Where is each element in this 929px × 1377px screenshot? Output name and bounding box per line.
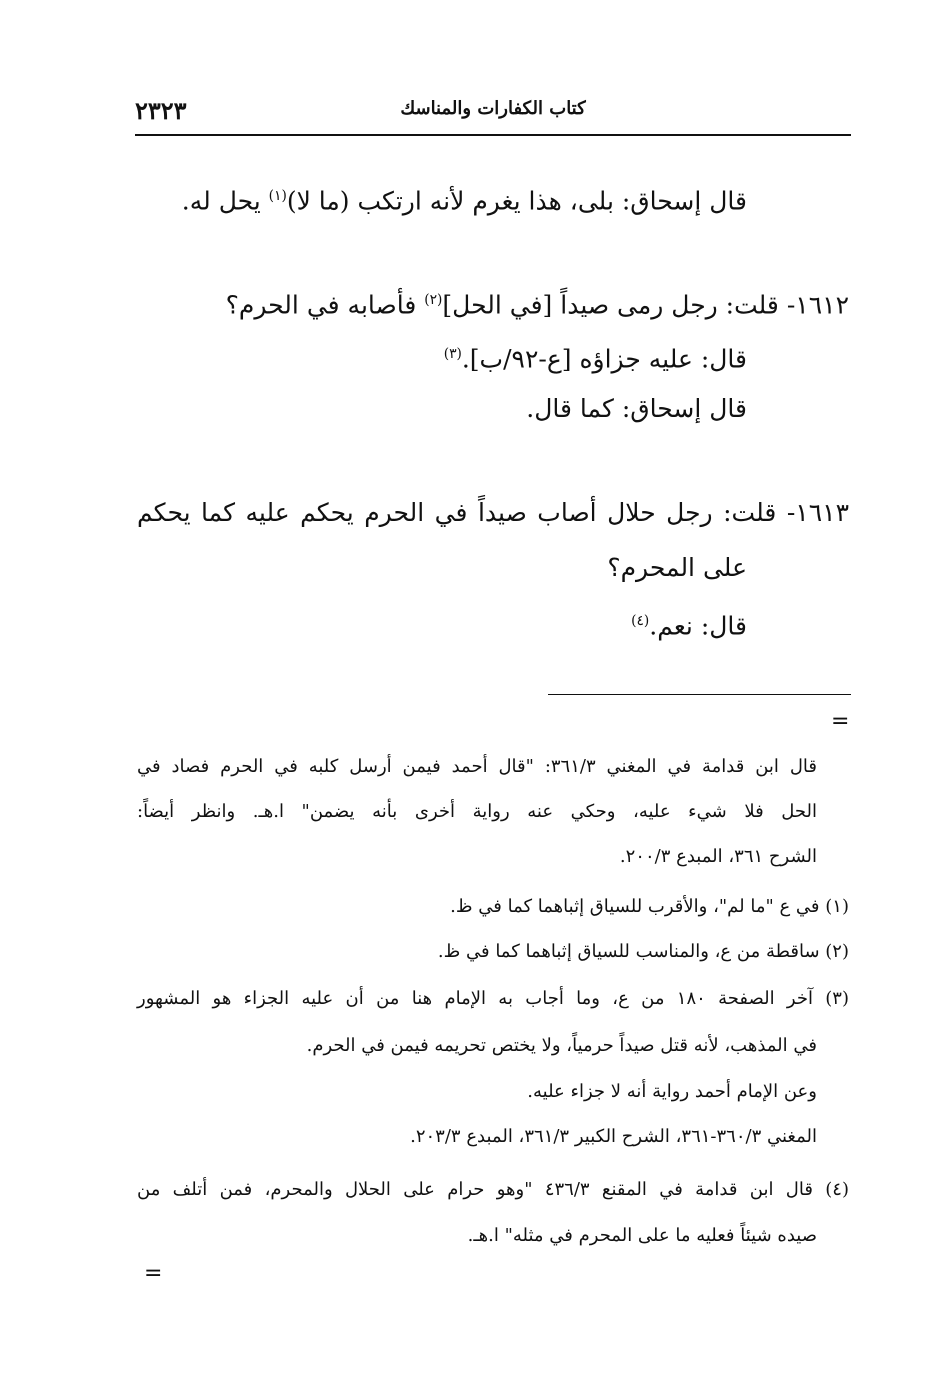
- question-1612: [226, 280, 849, 325]
- footnote-2: [438, 937, 849, 967]
- footnote-3-line-4: [410, 1122, 817, 1152]
- footnote-continued-line-2: [137, 797, 817, 827]
- text-segment: الشرح ٣٦١، المبدع ٢٠٠/٣.: [619, 846, 817, 867]
- header-rule: [135, 134, 851, 136]
- text-segment: في المذهب، لأنه قتل صيداً حرمياً، ولا يختص تحريمه فيمن في الحرم.: [306, 1035, 817, 1056]
- end-continuation-mark: =: [144, 1261, 163, 1286]
- text-segment: قال: عليه جزاؤه [ع-٩٢/ب].: [461, 344, 747, 374]
- footnote-1: [450, 892, 849, 922]
- text-segment: (٤) قال ابن قدامة في المقنع ٤٣٦/٣ "وهو حرام على الحلال والمحرم، فمن أتلف من: [137, 1179, 849, 1200]
- question-1613-line-1: [137, 493, 849, 533]
- footnote-ref-3: (٣): [443, 346, 462, 362]
- text-segment: قال ابن قدامة في المغني ٣٦١/٣: "قال أحمد فيمن أرسل كلبه في الحرم فصاد في: [137, 756, 817, 777]
- footnote-4-line-1: [137, 1175, 849, 1205]
- text-segment: الحل فلا شيء عليه، وحكي عنه رواية أخرى بأنه يضمن" ا.هـ. وانظر أيضاً:: [137, 801, 817, 822]
- ishaq-reply-line: [182, 176, 747, 221]
- running-title: كتاب الكفارات والمناسك: [400, 98, 586, 119]
- footnote-continued-line-1: [137, 752, 817, 782]
- question-1613-line-2: [607, 548, 747, 588]
- answer-1612-ishaq: [526, 389, 747, 429]
- footnote-separator: [548, 694, 851, 695]
- text-segment: ١٦١٢- قلت: رجل رمى صيداً [في الحل]: [442, 290, 849, 320]
- answer-1613: [631, 601, 747, 646]
- text-segment: ١٦١٣- قلت: رجل حلال أصاب صيداً في الحرم يحكم عليه كما يحكم: [137, 498, 849, 527]
- text-segment: المغني ٣٦٠/٣-٣٦١، الشرح الكبير ٣٦١/٣، المبدع ٢٠٣/٣.: [410, 1126, 817, 1147]
- text-segment: يحل له.: [181, 186, 269, 216]
- text-segment: قال: نعم.: [649, 611, 747, 641]
- text-segment: (١) في ع "ما لم"، والأقرب للسياق إثباهما كما في ظ.: [450, 896, 849, 917]
- page-number: ٢٣٢٣: [135, 96, 187, 125]
- continuation-mark: =: [831, 709, 850, 734]
- footnote-3-line-3: [527, 1077, 817, 1107]
- answer-1612-ahmad: [444, 334, 747, 379]
- footnote-4-line-2: [468, 1221, 817, 1251]
- text-segment: على المحرم؟: [607, 553, 747, 582]
- footnote-continued-line-3: [620, 842, 817, 872]
- text-segment: قال إسحاق: كما قال.: [526, 394, 747, 423]
- text-segment: (٢) ساقطة من ع، والمناسب للسياق إثباهما كما في ظ.: [437, 941, 849, 962]
- footnote-ref-2: (٢): [424, 292, 443, 308]
- footnote-ref-4: (٤): [631, 613, 650, 629]
- page-header: [135, 92, 851, 134]
- footnote-3-line-1: [137, 984, 849, 1014]
- footnote-3-line-2: [307, 1031, 817, 1061]
- text-segment: فأصابه في الحرم؟: [225, 290, 425, 320]
- text-segment: صيده شيئاً فعليه ما على المحرم في مثله" ا.هـ.: [467, 1225, 817, 1246]
- text-segment: قال إسحاق: بلى، هذا يغرم لأنه ارتكب (ما لا): [286, 186, 747, 216]
- text-segment: وعن الإمام أحمد رواية أنه لا جزاء عليه.: [527, 1081, 817, 1102]
- text-segment: (٣) آخر الصفحة ١٨٠ من ع، وما أجاب به الإمام هنا من أن عليه الجزاء هو المشهور: [137, 988, 849, 1009]
- footnote-ref-1: (١): [268, 188, 287, 204]
